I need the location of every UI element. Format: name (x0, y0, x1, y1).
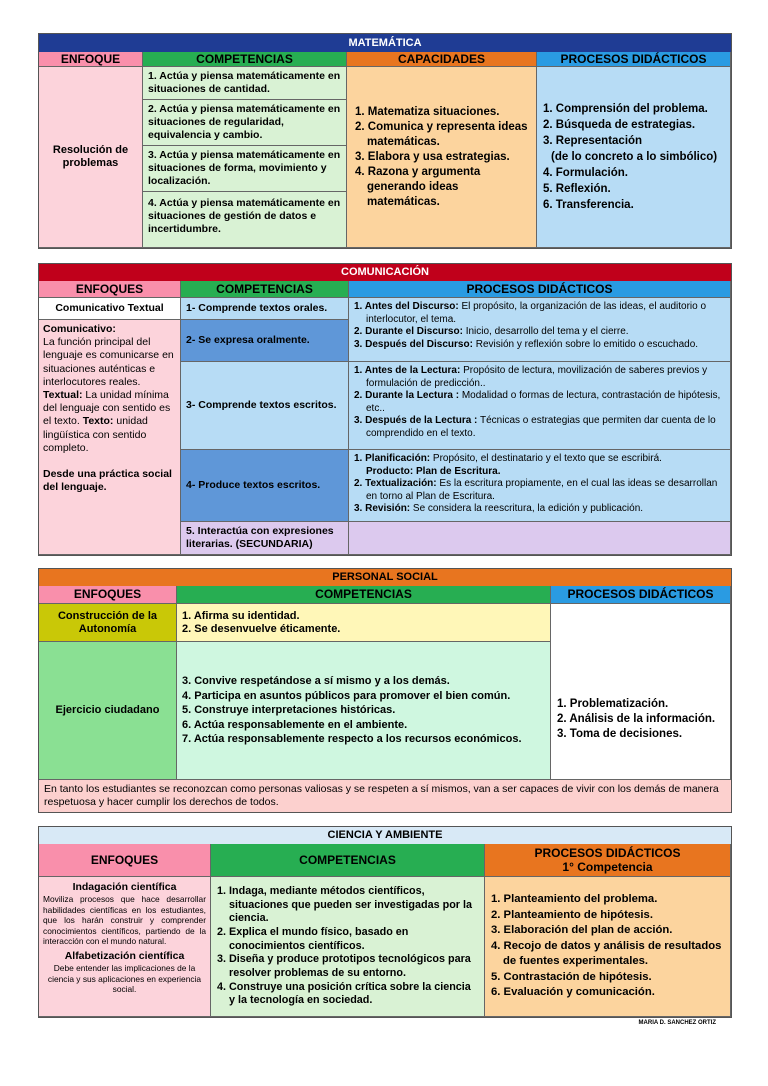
com-enfoque-desc (39, 320, 181, 555)
matematica-section (38, 33, 732, 249)
com-p3-k2: Producto: Plan de Escritura. (366, 465, 501, 477)
mat-competencia-1: 1. Actúa y piensa matemáticamente en situaciones de cantidad. (143, 67, 347, 100)
com-enfoque-t1: Comunicativo: (43, 323, 116, 335)
com-competencia-1-text: 1- Comprende textos orales. (186, 302, 328, 314)
com-enfoque-d3: unidad lingüística con sentido completo. (43, 415, 148, 454)
comunicacion-section (38, 263, 732, 556)
com-p2-v1: Propósito de lectura, movilización de saberes previos y formulación de predicción.. (366, 365, 708, 389)
com-enfoque-t3: Texto: (82, 415, 114, 428)
mat-header-competencias: COMPETENCIAS (143, 52, 347, 67)
ps-comp-1-item-2: 2. Se desenvuelve éticamente. (182, 622, 341, 635)
ca-proceso-3: 3. Elaboración del plan de acción. (491, 924, 673, 937)
ca-header-procesos (485, 844, 731, 877)
ca-competencia-1: 1. Indaga, mediante métodos científicos, situaciones que pueden ser investigadas por la ciencia. (217, 884, 473, 925)
ca-enfoque-1-title: Indagación científica (72, 881, 177, 893)
com-p2-item-1 (354, 365, 725, 390)
ca-enfoque-2-title: Alfabetización científica (64, 949, 185, 962)
ps-comp-2 (177, 642, 551, 780)
ca-header-competencia-text: 1° Competencia (562, 860, 653, 874)
com-p1-item-3 (354, 339, 725, 352)
com-competencia-1 (181, 298, 349, 320)
ps-comp-2-item-7: 7. Actúa responsablemente respecto a los recursos económicos. (182, 733, 522, 746)
com-p3-k4: 3. Revisión: (354, 503, 411, 514)
mat-header-capacidades: CAPACIDADES (347, 52, 537, 67)
mat-procesos (537, 67, 731, 248)
ca-header-procesos-text: PROCESOS DIDÁCTICOS (534, 846, 681, 860)
com-enfoque-d2: La unidad mínima del lenguaje con sentido es el texto. (43, 389, 171, 428)
ps-enfoque-2: Ejercicio ciudadano (39, 642, 177, 780)
mat-competencia-4: 4. Actúa y piensa matemáticamente en situaciones de gestión de datos e incertidumbre. (143, 192, 347, 248)
personal-social-section (38, 568, 732, 813)
com-p1-k1: 1. Antes del Discurso: (354, 301, 459, 312)
mat-proceso-5: 5. Reflexión. (543, 183, 611, 195)
ca-proceso-2: 2. Planteamiento de hipótesis. (491, 908, 653, 921)
ca-proceso-1: 1. Planteamiento del problema. (491, 893, 658, 906)
mat-capacidades (347, 67, 537, 248)
ca-competencia-2: 2. Explica el mundo físico, basado en conocimientos científicos. (217, 925, 409, 952)
autor-label: MARIA D. SANCHEZ ORTIZ (638, 1020, 716, 1026)
ps-comp-2-item-5: 5. Construye interpretaciones históricas. (182, 704, 396, 717)
ps-comp-1-item-1: 1. Afirma su identidad. (182, 609, 300, 622)
com-p1-item-2 (354, 326, 725, 339)
ca-competencia-3: 3. Diseña y produce prototipos tecnológicos para resolver problemas de su entorno. (217, 953, 471, 980)
ciencia-section (38, 826, 732, 1018)
mat-header-enfoque: ENFOQUE (39, 52, 143, 67)
mat-proceso-3: 3. Representación (543, 135, 643, 147)
ciencia-title: CIENCIA Y AMBIENTE (39, 827, 731, 844)
ps-comp-2-item-6: 6. Actúa responsablemente en el ambiente. (182, 718, 408, 731)
com-p2-k2: 2. Durante la Lectura : (354, 390, 460, 401)
ca-header-enfoques: ENFOQUES (39, 844, 211, 877)
com-p1-v1: El propósito, la organización de las ideas, el auditorio o interlocutor, el tema. (366, 301, 707, 325)
comunicacion-title: COMUNICACIÓN (39, 264, 731, 281)
com-p2-item-2 (354, 390, 725, 415)
mat-competencia-2: 2. Actúa y piensa matemáticamente en situaciones de regularidad, equivalencia y cambio. (143, 100, 347, 146)
com-p3-v1: Propósito, el destinatario y el texto que se escribirá. (432, 453, 662, 464)
mat-capacidad-3: 3. Elabora y usa estrategias. (355, 150, 510, 163)
ca-proceso-5: 5. Contrastación de hipótesis. (491, 970, 652, 983)
com-p3-item-2 (354, 466, 725, 479)
com-competencia-2 (181, 320, 349, 362)
ca-header-competencias: COMPETENCIAS (211, 844, 485, 877)
ca-procesos (485, 877, 731, 1017)
ps-nota: En tanto los estudiantes se reconozcan como personas valiosas y se respeten a sí mismos, van a ser capaces de vivir con los demás de manera respetuosa y hacer cumplir los derechos de todos. (39, 780, 731, 812)
com-header-competencias: COMPETENCIAS (181, 281, 349, 298)
com-p2-k3: 3. Después de la Lectura : (354, 415, 478, 426)
com-p2-v2: Modalidad o formas de lectura, contrastación de hipótesis, etc.. (366, 390, 721, 414)
ps-enfoque-1: Construcción de la Autonomía (39, 604, 177, 642)
ps-header-procesos: PROCESOS DIDÁCTICOS (551, 586, 731, 604)
com-p3-item-1 (354, 453, 725, 466)
ps-comp-2-item-3: 3. Convive respetándose a sí mismo y a los demás. (182, 675, 450, 688)
com-enfoque-d1: La función principal del lenguaje es comunicarse en situaciones auténticas e interlocutores reales. (43, 336, 174, 388)
mat-capacidad-1: 1. Matematiza situaciones. (355, 105, 500, 118)
com-procesos-oral (349, 298, 731, 362)
mat-enfoque-text: Resolución de problemas (52, 144, 129, 169)
mat-proceso-3b: (de lo concreto a lo simbólico) (551, 151, 718, 163)
mat-proceso-1: 1. Comprensión del problema. (543, 103, 708, 115)
ca-competencias (211, 877, 485, 1017)
com-procesos-lectura (349, 362, 731, 450)
personal-title: PERSONAL SOCIAL (39, 569, 731, 586)
com-competencia-4-text: 4- Produce textos escritos. (186, 479, 321, 491)
ca-proceso-6: 6. Evaluación y comunicación. (491, 986, 655, 999)
com-p1-item-1 (354, 301, 725, 326)
com-procesos-escritura (349, 450, 731, 522)
com-p3-v4: Se considera la reescritura, la edición y publicación. (412, 503, 644, 514)
com-competencia-5: 5. Interactúa con expresiones literarias. (SECUNDARIA) (181, 522, 349, 555)
mat-competencia-3: 3. Actúa y piensa matemáticamente en situaciones de forma, movimiento y localización. (143, 146, 347, 192)
com-header-enfoques: ENFOQUES (39, 281, 181, 298)
com-p3-item-4 (354, 503, 725, 516)
com-p3-k3: 2. Textualización: (354, 478, 437, 489)
ps-procesos (551, 604, 731, 780)
com-competencia-4 (181, 450, 349, 522)
com-p2-v3: Técnicas o estrategias que permiten dar cuenta de lo comprendido en el texto. (366, 415, 716, 439)
ps-header-enfoques: ENFOQUES (39, 586, 177, 604)
ps-header-competencias: COMPETENCIAS (177, 586, 551, 604)
mat-proceso-6: 6. Transferencia. (543, 199, 634, 211)
mat-proceso-4: 4. Formulación. (543, 167, 628, 179)
com-p3-k1: 1. Planificación: (354, 453, 431, 464)
ca-enfoque-2-desc: Debe entender las implicaciones de la ciencia y sus aplicaciones en experiencia social. (47, 962, 202, 995)
com-enfoque-head: Comunicativo Textual (39, 298, 181, 320)
com-enfoque-t4: Desde una práctica social del lenguaje. (43, 468, 172, 494)
com-competencia-3 (181, 362, 349, 450)
com-p3-v3: Es la escritura propiamente, en el cual las ideas se desarrollan en torno al Plan de Escritura. (366, 478, 718, 502)
mat-header-procesos: PROCESOS DIDÁCTICOS (537, 52, 731, 67)
com-p3-item-3 (354, 478, 725, 503)
mat-proceso-2: 2. Búsqueda de estrategias. (543, 119, 696, 131)
ps-proceso-2: 2. Análisis de la información. (557, 713, 716, 725)
com-p1-v2: Inicio, desarrollo del tema y el cierre. (465, 326, 629, 337)
ca-enfoque-1-desc: Moviliza procesos que hace desarrollar habilidades científicas en los estudiantes, que los harán construir y comprender conocimientos científicos, partiendo de la interacción con el mundo natural. (43, 894, 206, 947)
com-enfoque-t2: Textual: (43, 389, 83, 402)
ps-comp-1 (177, 604, 551, 642)
ca-proceso-4: 4. Recojo de datos y análisis de resultados de fuentes experimentales. (491, 939, 722, 968)
ca-enfoques (39, 877, 211, 1017)
com-procesos-literaria (349, 522, 731, 555)
com-p1-v3: Revisión y reflexión sobre lo emitido o escuchado. (475, 338, 699, 350)
com-competencia-2-text: 2- Se expresa oralmente. (186, 334, 310, 346)
ca-competencia-4: 4. Construye una posición crítica sobre la ciencia y la tecnología en sociedad. (217, 980, 471, 1007)
ps-comp-2-item-4: 4. Participa en asuntos públicos para promover el bien común. (182, 689, 511, 702)
com-competencia-3-text: 3- Comprende textos escritos. (186, 399, 337, 411)
ps-proceso-1: 1. Problematización. (557, 698, 669, 710)
mat-capacidad-2: 2. Comunica y representa ideas matemáticas. (355, 120, 528, 148)
com-header-procesos: PROCESOS DIDÁCTICOS (349, 281, 731, 298)
matematica-title: MATEMÁTICA (39, 34, 731, 52)
mat-enfoque (39, 67, 143, 248)
com-p2-item-3 (354, 415, 725, 440)
mat-capacidad-4: 4. Razona y argumenta generando ideas matemáticas. (355, 165, 481, 208)
com-p1-k3: 3. Después del Discurso: (354, 338, 473, 350)
ps-proceso-3: 3. Toma de decisiones. (557, 728, 683, 740)
com-p2-k1: 1. Antes de la Lectura: (354, 365, 461, 376)
com-p1-k2: 2. Durante el Discurso: (354, 326, 463, 337)
